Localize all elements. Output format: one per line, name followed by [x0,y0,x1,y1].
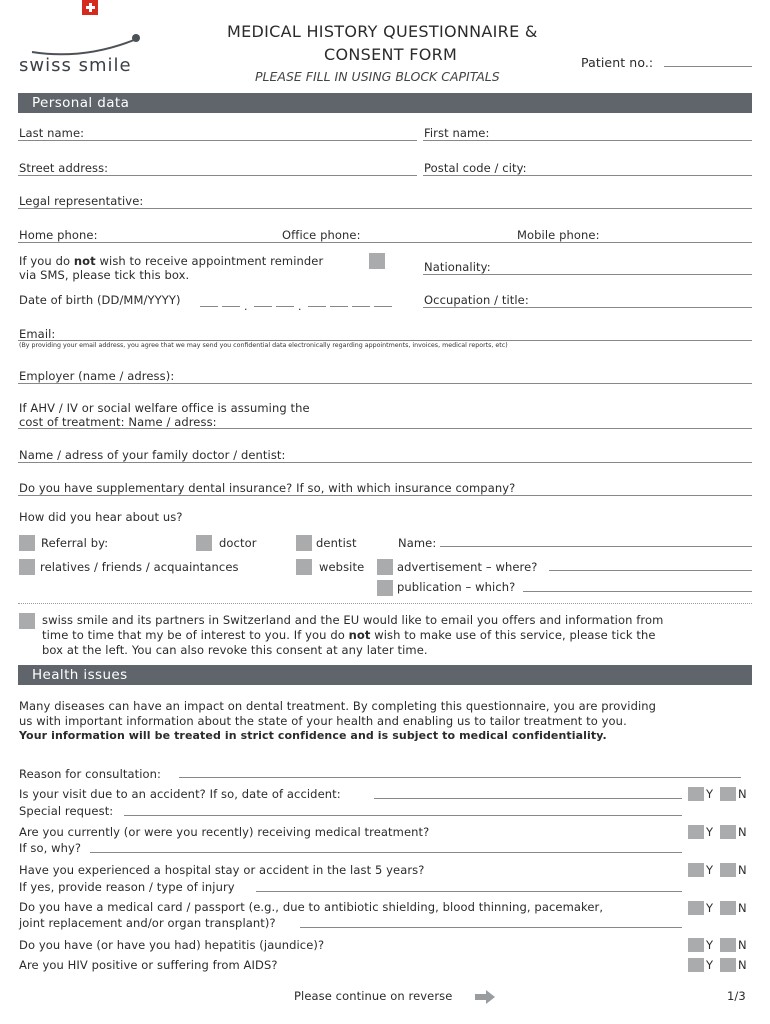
hospital-no-box[interactable] [720,863,736,877]
advertisement-checkbox[interactable] [377,559,393,575]
reason-consultation-field[interactable] [179,777,741,778]
continue-on-reverse-text: Please continue on reverse [294,989,453,1003]
dentist-checkbox[interactable] [296,535,312,551]
hepatitis-yes-box[interactable] [688,938,704,952]
health-intro-line1: Many diseases can have an impact on dental treatment. By completing this questionnaire, you are providing [19,699,657,713]
ahv-field[interactable] [18,428,752,429]
arrow-right-icon [474,990,496,1004]
email-field[interactable] [18,340,752,341]
hepatitis-question: Do you have (or have you had) hepatitis (jaundice)? [19,938,325,952]
nationality-field[interactable] [423,274,752,275]
home-phone-label: Home phone: [19,228,98,242]
hiv-no-box[interactable] [720,958,736,972]
form-title-line1: MEDICAL HISTORY QUESTIONNAIRE & [227,22,538,41]
last-name-field[interactable] [18,140,417,141]
phone-fields[interactable] [18,242,752,243]
special-request-label: Special request: [19,804,114,818]
date-of-birth-label: Date of birth (DD/MM/YYYY) [19,293,181,307]
treatment-yes-label: Y [706,825,714,839]
advertisement-label: advertisement – where? [397,560,538,574]
special-request-field[interactable] [124,815,682,816]
first-name-label: First name: [424,126,490,140]
employer-label: Employer (name / adress): [19,369,175,383]
section-health-issues: Health issues [18,665,752,685]
nationality-label: Nationality: [424,260,491,274]
office-phone-label: Office phone: [282,228,361,242]
swiss-flag-icon [82,0,98,15]
marketing-consent-line2: time to time that my be of interest to you. If you do not wish to make use of this service, please tick the [42,628,656,642]
first-name-field[interactable] [423,140,752,141]
occupation-label: Occupation / title: [424,293,529,307]
accident-question: Is your visit due to an accident? If so, date of accident: [19,787,341,801]
sms-reminder-text-line1: If you do not wish to receive appointment reminder [19,254,324,268]
mobile-phone-label: Mobile phone: [517,228,600,242]
website-checkbox[interactable] [296,559,312,575]
website-label: website [319,560,365,574]
postal-code-label: Postal code / city: [424,161,527,175]
employer-field[interactable] [18,383,752,384]
hospital-reason-field[interactable] [256,891,682,892]
marketing-consent-line1: swiss smile and its partners in Switzerland and the EU would like to email you offers and information from [42,613,664,627]
referral-label: Referral by: [41,536,109,550]
hiv-yes-label: Y [706,958,714,972]
accident-yes-box[interactable] [688,787,704,801]
page-number: 1/3 [727,989,746,1003]
date-of-birth-field[interactable]: . . [200,296,404,308]
sms-reminder-text-line2: via SMS, please tick this box. [19,268,190,282]
patient-no-label: Patient no.: [581,55,654,70]
doctor-label: doctor [219,536,257,550]
hiv-yes-box[interactable] [688,958,704,972]
brand-logo-text: swiss smile [19,55,132,76]
hepatitis-no-label: N [738,938,747,952]
treatment-question: Are you currently (or were you recently) receiving medical treatment? [19,825,430,839]
hospital-no-label: N [738,863,747,877]
health-intro-line3: Your information will be treated in strict confidence and is subject to medical confidentiality. [19,729,607,742]
family-doctor-field[interactable] [18,462,752,463]
last-name-label: Last name: [19,126,85,140]
form-subtitle: PLEASE FILL IN USING BLOCK CAPITALS [255,69,500,84]
patient-no-field[interactable] [664,66,752,67]
advertisement-field[interactable] [549,570,752,571]
medical-card-yes-box[interactable] [688,901,704,915]
relatives-checkbox[interactable] [19,559,35,575]
publication-field[interactable] [523,591,752,592]
insurance-field[interactable] [18,495,752,496]
accident-no-label: N [738,787,747,801]
email-consent-note: (By providing your email address, you agree that we may send you confidential data electronically regarding appointments, invoices, medical reports, etc) [19,342,508,349]
accident-no-box[interactable] [720,787,736,801]
legal-representative-field[interactable] [18,208,752,209]
email-label: Email: [19,327,56,341]
postal-code-field[interactable] [423,175,752,176]
referral-name-label: Name: [398,536,437,550]
family-doctor-label: Name / adress of your family doctor / dentist: [19,448,286,462]
treatment-no-box[interactable] [720,825,736,839]
occupation-field[interactable] [423,307,752,308]
insurance-label: Do you have supplementary dental insurance? If so, with which insurance company? [19,481,516,495]
dentist-label: dentist [316,536,357,550]
legal-representative-label: Legal representative: [19,194,144,208]
accident-yes-label: Y [706,787,714,801]
marketing-consent-line3: box at the left. You can also revoke this consent at any later time. [42,643,428,657]
hiv-question: Are you HIV positive or suffering from AIDS? [19,958,278,972]
referral-checkbox[interactable] [19,535,35,551]
marketing-optout-checkbox[interactable] [19,613,35,629]
treatment-yes-box[interactable] [688,825,704,839]
referral-name-field[interactable] [440,546,752,547]
hospital-yes-box[interactable] [688,863,704,877]
street-address-label: Street address: [19,161,109,175]
hospital-yes-label: Y [706,863,714,877]
section-personal-data: Personal data [18,93,752,113]
medical-card-question-line2: joint replacement and/or organ transplant)? [19,916,276,930]
treatment-no-label: N [738,825,747,839]
street-address-field[interactable] [18,175,417,176]
doctor-checkbox[interactable] [196,535,212,551]
medical-card-field[interactable] [300,927,682,928]
form-title-line2: CONSENT FORM [324,45,458,64]
hear-about-us-label: How did you hear about us? [19,510,183,524]
reason-consultation-label: Reason for consultation: [19,767,162,781]
ahv-label-line1: If AHV / IV or social welfare office is assuming the [19,401,310,415]
hiv-no-label: N [738,958,747,972]
hepatitis-no-box[interactable] [720,938,736,952]
treatment-why-field[interactable] [90,852,682,853]
publication-checkbox[interactable] [377,580,393,596]
medical-card-yes-label: Y [706,901,714,915]
hospital-reason-label: If yes, provide reason / type of injury [19,880,235,894]
accident-date-field[interactable] [374,798,682,799]
logo-swoosh-icon [28,30,148,58]
health-intro-line2: us with important information about the state of your health and enabling us to tailor treatment to you. [19,714,627,728]
treatment-why-label: If so, why? [19,841,82,855]
separator-dotted [18,603,752,604]
hospital-question: Have you experienced a hospital stay or accident in the last 5 years? [19,863,425,877]
hepatitis-yes-label: Y [706,938,714,952]
medical-card-no-label: N [738,901,747,915]
sms-optout-checkbox[interactable] [369,253,385,269]
publication-label: publication – which? [397,580,516,594]
relatives-label: relatives / friends / acquaintances [40,560,239,574]
medical-card-no-box[interactable] [720,901,736,915]
medical-card-question-line1: Do you have a medical card / passport (e.g., due to antibiotic shielding, blood thinning, pacemaker, [19,900,604,914]
ahv-label-line2: cost of treatment: Name / adress: [19,415,217,429]
